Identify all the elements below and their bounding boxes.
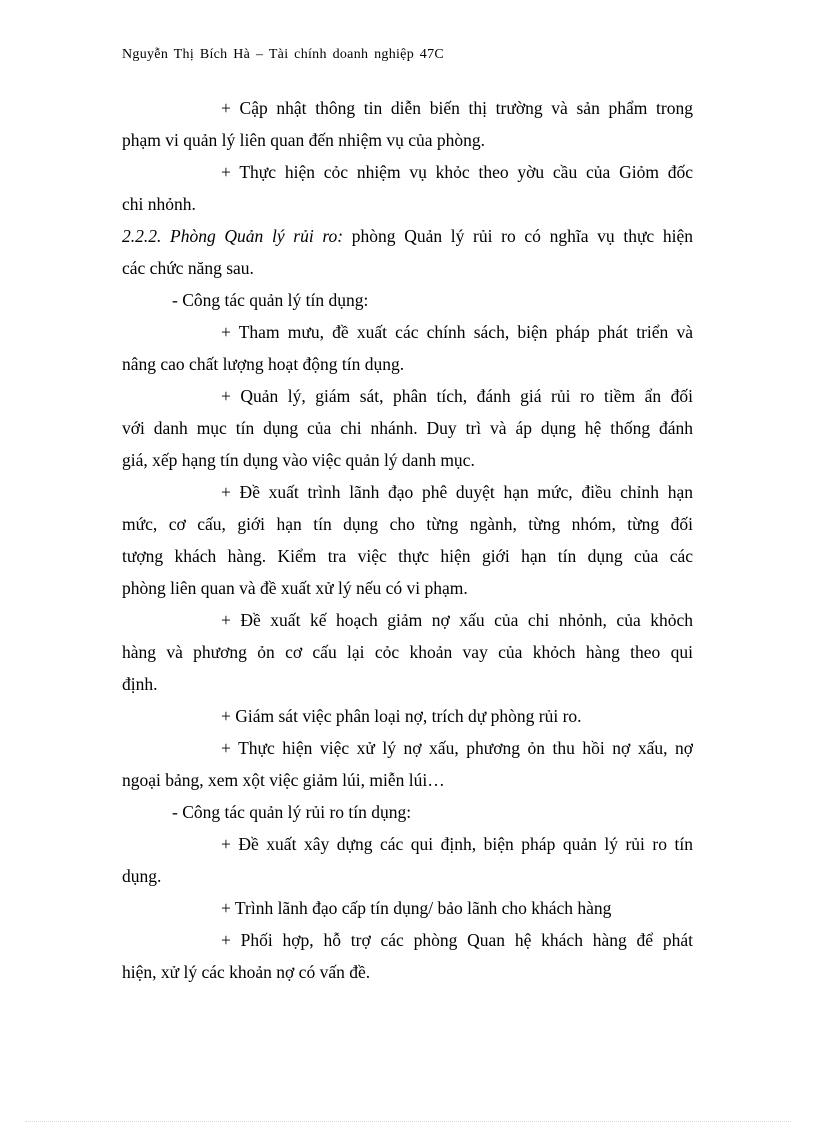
- body-line: + Trình lãnh đạo cấp tín dụng/ bảo lãnh cho khách hàng: [221, 898, 612, 918]
- body-line: + Tham mưu, đề xuất các chính sách, biện pháp phát triển và: [221, 322, 693, 342]
- body-line: + Đề xuất trình lãnh đạo phê duyệt hạn mức, điều chỉnh hạn: [221, 482, 693, 502]
- body-line: giá, xếp hạng tín dụng vào việc quản lý danh mục.: [122, 450, 475, 470]
- body-line: phòng liên quan và đề xuất xử lý nếu có vi phạm.: [122, 578, 468, 598]
- page-bottom-rule: [25, 1121, 791, 1122]
- body-line: hàng và phương ỏn cơ cấu lại cỏc khoản vay của khỏch hàng theo qui: [122, 642, 693, 662]
- body-line: định.: [122, 674, 158, 694]
- body-line: + Đề xuất kế hoạch giảm nợ xấu của chi nhỏnh, của khỏch: [221, 610, 693, 630]
- body-line: + Quản lý, giám sát, phân tích, đánh giá rủi ro tiềm ẩn đối: [221, 386, 693, 406]
- section-heading-line: [122, 220, 693, 252]
- body-line: + Cập nhật thông tin diễn biến thị trường và sản phẩm trong: [221, 98, 693, 118]
- body-line: phạm vi quản lý liên quan đến nhiệm vụ của phòng.: [122, 130, 486, 150]
- body-line: ngoại bảng, xem xột việc giảm lúi, miễn lúi…: [122, 770, 445, 790]
- body-line: + Thực hiện cỏc nhiệm vụ khỏc theo yờu cầu của Giỏm đốc: [221, 162, 693, 182]
- body-line: chi nhỏnh.: [122, 194, 196, 214]
- body-line: hiện, xử lý các khoản nợ có vấn đề.: [122, 962, 371, 982]
- page-header: Nguyễn Thị Bích Hà – Tài chính doanh nghiệp 47C: [122, 47, 445, 62]
- body-line: + Đề xuất xây dựng các qui định, biện pháp quản lý rủi ro tín: [221, 834, 693, 854]
- body-line: mức, cơ cấu, giới hạn tín dụng cho từng ngành, từng nhóm, từng đối: [122, 514, 693, 534]
- document-body: [122, 92, 693, 988]
- section-intro: phòng Quản lý rủi ro có nghĩa vụ thực hiện: [343, 226, 693, 246]
- section-heading: 2.2.2. Phòng Quản lý rủi ro:: [122, 226, 344, 246]
- body-line: nâng cao chất lượng hoạt động tín dụng.: [122, 354, 405, 374]
- subsection-line: - Công tác quản lý tín dụng:: [172, 290, 369, 310]
- body-line: + Thực hiện việc xử lý nợ xấu, phương ỏn thu hồi nợ xấu, nợ: [221, 738, 693, 758]
- subsection-line: - Công tác quản lý rủi ro tín dụng:: [172, 802, 412, 822]
- body-line: tượng khách hàng. Kiểm tra việc thực hiện giới hạn tín dụng của các: [122, 546, 693, 566]
- body-line: với danh mục tín dụng của chi nhánh. Duy trì và áp dụng hệ thống đánh: [122, 418, 693, 438]
- body-line: + Phối hợp, hỗ trợ các phòng Quan hệ khách hàng để phát: [221, 930, 693, 950]
- body-line: + Giám sát việc phân loại nợ, trích dự phòng rủi ro.: [221, 706, 582, 726]
- body-line: các chức năng sau.: [122, 258, 254, 278]
- body-line: dụng.: [122, 866, 162, 886]
